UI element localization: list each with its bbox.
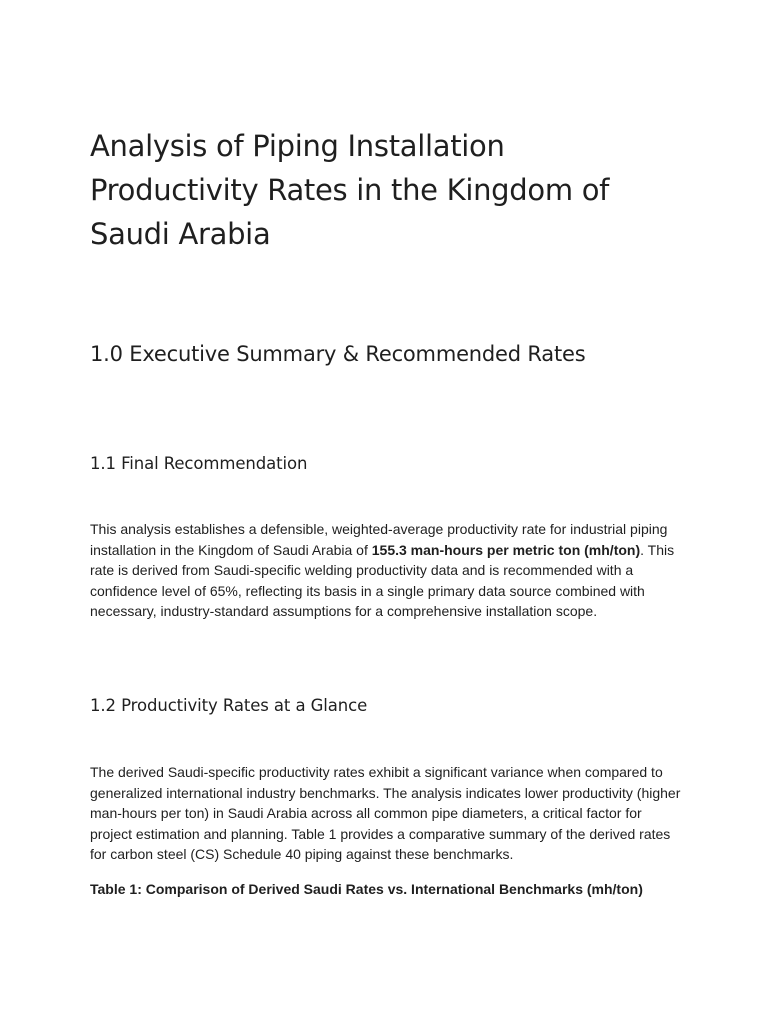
paragraph-text: This analysis establishes a defensible, weighted-average productivity rate for industrial piping installation in the Kingdom of Saudi Arabia of	[90, 521, 668, 558]
section-heading-executive-summary: 1.0 Executive Summary & Recommended Rates	[90, 342, 586, 366]
subsection-heading-rates-at-a-glance: 1.2 Productivity Rates at a Glance	[90, 696, 368, 715]
recommended-rate-emphasis: 155.3 man-hours per metric ton (mh/ton)	[371, 541, 641, 558]
paragraph-text: . This rate is derived from Saudi-specific welding productivity data and is recommended with a confidence level of 65%, reflecting its basis in a single primary data source combined with necessary, industry-standard assumptions for a comprehensive installation scope.	[90, 541, 675, 620]
table-caption: Table 1: Comparison of Derived Saudi Rates vs. International Benchmarks (mh/ton)	[90, 881, 643, 897]
document-title: Analysis of Piping Installation Productivity Rates in the Kingdom of Saudi Arabia	[90, 129, 610, 251]
subsection-heading-final-recommendation: 1.1 Final Recommendation	[90, 454, 308, 473]
rates-at-a-glance-paragraph: The derived Saudi-specific productivity rates exhibit a significant variance when compared to generalized international industry benchmarks. The analysis indicates lower productivity (higher man-hours per ton) in Saudi Arabia across all common pipe diameters, a critical factor for project estimation and planning. Table 1 provides a comparative summary of the derived rates for carbon steel (CS) Schedule 40 piping against these benchmarks.	[90, 764, 681, 863]
final-recommendation-paragraph	[90, 519, 682, 622]
